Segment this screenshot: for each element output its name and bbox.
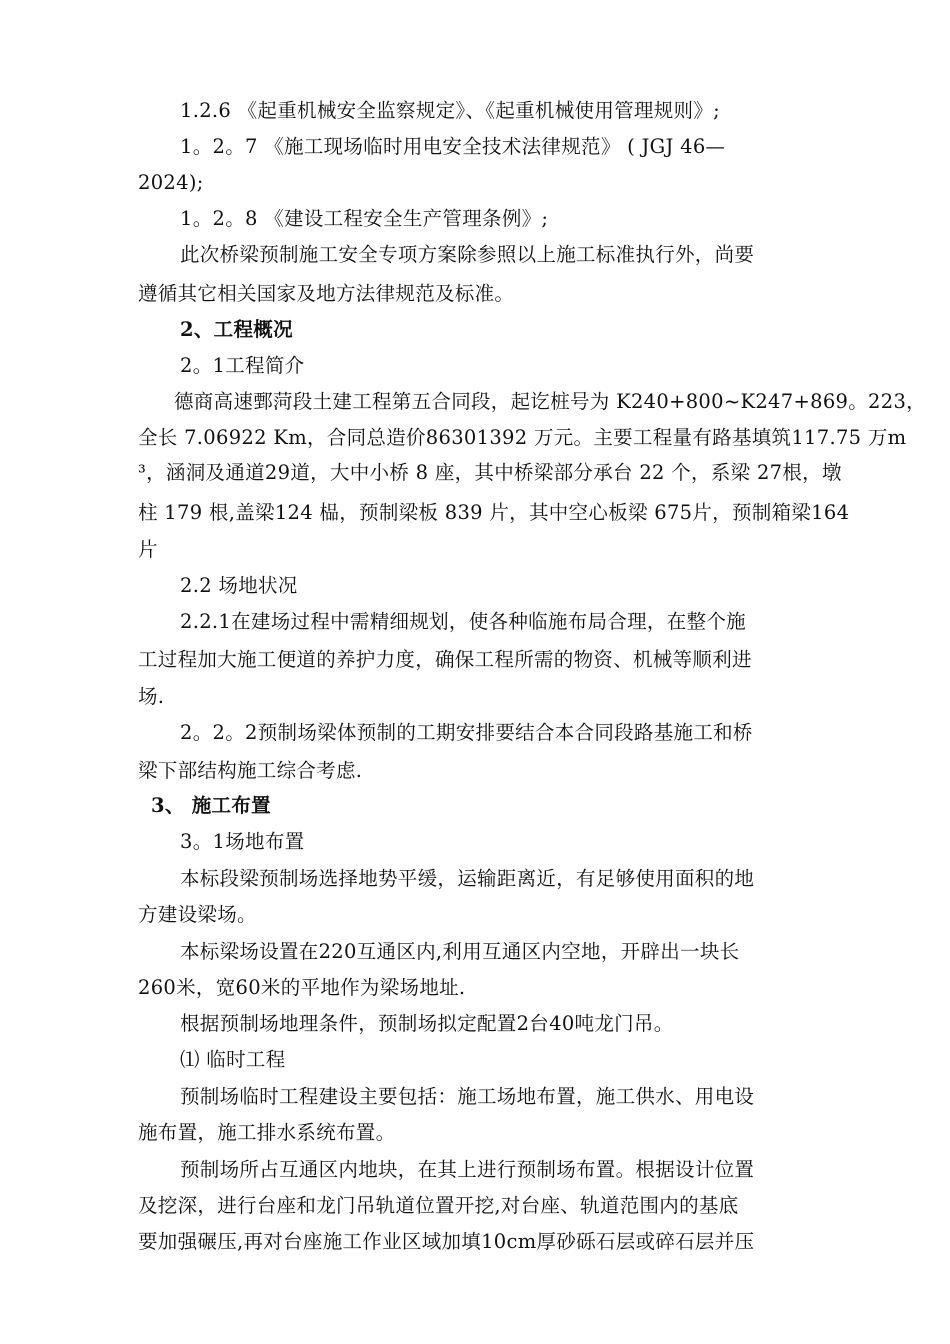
list-heading: ⑴ 临时工程 (180, 1048, 286, 1071)
text-line: 要加强碾压,再对台座施工作业区域加填10cm厚砂砾石层或碎石层并压 (138, 1230, 755, 1253)
text-line: 2.2.1在建场过程中需精细规划，使各种临施布局合理，在整个施 (180, 610, 746, 633)
text-line: 2。2。2预制场梁体预制的工期安排要结合本合同段路基施工和桥 (180, 721, 753, 744)
text-line: 片 (138, 538, 158, 561)
text-line: 1。2。8 《建设工程安全生产管理条例》; (180, 207, 549, 230)
text-line: 本标梁场设置在220互通区内,利用互通区内空地，开辟出一块长 (180, 940, 740, 963)
text-line: 1。2。7 《施工现场临时用电安全技术法律规范》 ( JGJ 46— (180, 135, 726, 158)
text-line: 根据预制场地理条件，预制场拟定配置2台40吨龙门吊。 (180, 1012, 674, 1035)
subsection-heading: 2.2 场地状况 (180, 574, 298, 597)
subsection-heading: 3。1场地布置 (180, 830, 305, 853)
text-line: 遵循其它相关国家及地方法律规范及标准。 (138, 282, 515, 305)
text-line: 及挖深，进行台座和龙门吊轨道位置开挖,对台座、轨道范围内的基底 (138, 1194, 739, 1217)
text-line: 2024); (138, 171, 204, 194)
text-line: 260米，宽60米的平地作为梁场地址. (138, 976, 466, 999)
text-line: 柱 179 根,盖梁124 榀，预制梁板 839 片，其中空心板梁 675片，预制箱梁164 (138, 501, 850, 524)
text-line: 方建设梁场。 (138, 903, 257, 926)
text-line: 场. (138, 685, 165, 708)
text-line: ³，涵洞及通道29道，大中小桥 8 座，其中桥梁部分承台 22 个，系梁 27根，墩 (138, 461, 842, 484)
text-line: 梁下部结构施工综合考虑. (138, 759, 363, 782)
subsection-heading: 2。1工程简介 (180, 354, 305, 377)
section-heading: 2、工程概况 (180, 318, 293, 341)
text-line: 预制场临时工程建设主要包括：施工场地布置，施工供水、用电设 (180, 1085, 755, 1108)
text-line: 此次桥梁预制施工安全专项方案除参照以上施工标准执行外，尚要 (180, 243, 755, 266)
text-line: 本标段梁预制场选择地势平缓，运输距离近，有足够使用面积的地 (180, 867, 755, 890)
text-line: 预制场所占互通区内地块，在其上进行预制场布置。根据设计位置 (180, 1158, 755, 1181)
text-line: 德商高速鄄菏段土建工程第五合同段，起讫桩号为 K240+800~K247+869。223， (174, 390, 926, 413)
text-line: 工过程加大施工便道的养护力度，确保工程所需的物资、机械等顺利进 (138, 648, 752, 671)
text-line: 全长 7.06922 Km，合同总造价86301392 万元。主要工程量有路基填筑117.75 万m (138, 426, 907, 449)
section-heading: 3、 施工布置 (151, 794, 271, 817)
text-line: 施布置，施工排水系统布置。 (138, 1121, 396, 1144)
text-line: 1.2.6 《起重机械安全监察规定》、《起重机械使用管理规则》; (180, 99, 720, 122)
